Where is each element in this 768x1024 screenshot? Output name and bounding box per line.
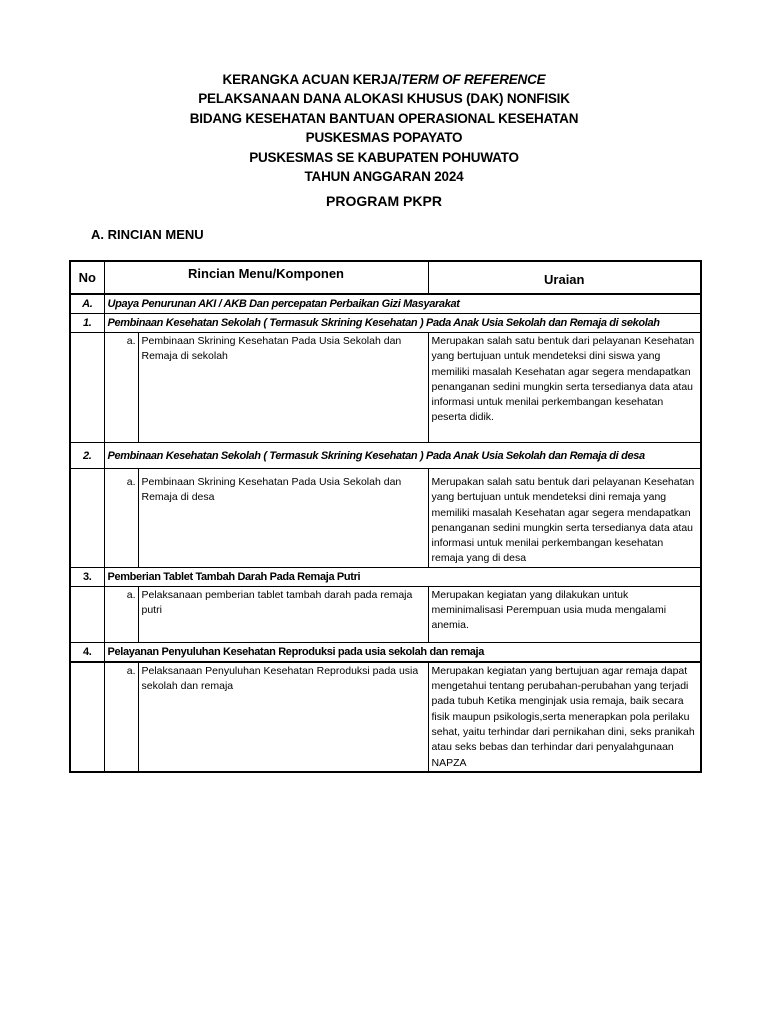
- sub-title: Pembinaan Kesehatan Sekolah ( Termasuk Skrining Kesehatan ) Pada Anak Usia Sekolah dan Remaja di sekolah: [104, 314, 701, 333]
- empty-cell: [70, 662, 104, 772]
- item-desc: Pembinaan Skrining Kesehatan Pada Usia Sekolah dan Remaja di sekolah: [138, 333, 428, 443]
- sub-no: 3.: [70, 567, 104, 586]
- item-desc: Pelaksanaan Penyuluhan Kesehatan Reproduksi pada usia sekolah dan remaja: [138, 662, 428, 772]
- header-line-1: KERANGKA ACUAN KERJA/TERM OF REFERENCE: [222, 72, 546, 87]
- item-letter: a.: [104, 662, 138, 772]
- item-letter: a.: [104, 586, 138, 642]
- header-line-2: PELAKSANAAN DANA ALOKASI KHUSUS (DAK) NONFISIK: [198, 91, 570, 107]
- empty-cell: [70, 333, 104, 443]
- group-row: [70, 294, 701, 314]
- section-heading: A. RINCIAN MENU: [91, 227, 204, 242]
- header-no: No: [70, 261, 104, 294]
- header-line-6: TAHUN ANGGARAN 2024: [304, 169, 464, 185]
- empty-cell: [70, 586, 104, 642]
- item-uraian: Merupakan salah satu bentuk dari pelayanan Kesehatan yang bertujuan untuk mendeteksi dini siswa yang memiliki masalah Kesehatan agar segera mendapatkan penanganan sedini mungkin serta tersedianya data atau informasi untuk menilai perkembangan kesehatan peserta didik.: [428, 333, 701, 443]
- header-line-3: BIDANG KESEHATAN BANTUAN OPERASIONAL KESEHATAN: [189, 110, 579, 126]
- sub-row-1: [70, 314, 701, 333]
- document-header: [0, 70, 768, 186]
- rincian-menu-table: [69, 260, 702, 773]
- sub-title: Pembinaan Kesehatan Sekolah ( Termasuk Skrining Kesehatan ) Pada Anak Usia Sekolah dan Remaja di desa: [104, 443, 701, 469]
- sub-no: 4.: [70, 642, 104, 662]
- item-letter: a.: [104, 333, 138, 443]
- sub-no: 1.: [70, 314, 104, 333]
- empty-cell: [70, 469, 104, 568]
- group-no: A.: [70, 294, 104, 314]
- sub-row-3: [70, 567, 701, 586]
- item-row-2a: [70, 469, 701, 568]
- header-rincian: Rincian Menu/Komponen: [104, 261, 428, 294]
- sub-title: Pelayanan Penyuluhan Kesehatan Reproduksi pada usia sekolah dan remaja: [104, 642, 701, 662]
- table-header-row: [70, 261, 701, 294]
- sub-no: 2.: [70, 443, 104, 469]
- sub-row-4: [70, 642, 701, 662]
- item-uraian: Merupakan kegiatan yang bertujuan agar remaja dapat mengetahui tentang perubahan-perubahan yang terjadi pada tubuh Ketika menginjak usia remaja, baik secara fisik maupun psikologis,serta menerapkan pola perilaku sehat, yaitu terhindar dari pernikahan dini, seks pranikah atau seks bebas dan terhindar dari penyalahgunaan NAPZA: [428, 662, 701, 772]
- item-uraian: Merupakan kegiatan yang dilakukan untuk meminimalisasi Perempuan usia muda mengalami anemia.: [428, 586, 701, 642]
- item-uraian: Merupakan salah satu bentuk dari pelayanan Kesehatan yang bertujuan untuk mendeteksi dini remaja yang memiliki masalah Kesehatan agar segera mendapatkan penanganan sedini mungkin serta tersedianya data atau informasi untuk menilai perkembangan kesehatan remaja yang di desa: [428, 469, 701, 568]
- item-row-3a: [70, 586, 701, 642]
- sub-title: Pemberian Tablet Tambah Darah Pada Remaja Putri: [104, 567, 701, 586]
- program-title: PROGRAM PKPR: [326, 193, 442, 209]
- group-title: Upaya Penurunan AKI / AKB Dan percepatan Perbaikan Gizi Masyarakat: [104, 294, 701, 314]
- header-line-5: PUSKESMAS SE KABUPATEN POHUWATO: [249, 149, 519, 165]
- header-uraian: Uraian: [428, 261, 701, 294]
- item-row-1a: [70, 333, 701, 443]
- item-row-4a: [70, 662, 701, 772]
- sub-row-2: [70, 443, 701, 469]
- item-desc: Pelaksanaan pemberian tablet tambah darah pada remaja putri: [138, 586, 428, 642]
- item-desc: Pembinaan Skrining Kesehatan Pada Usia Sekolah dan Remaja di desa: [138, 469, 428, 568]
- item-letter: a.: [104, 469, 138, 568]
- header-line-4: PUSKESMAS POPAYATO: [305, 130, 463, 146]
